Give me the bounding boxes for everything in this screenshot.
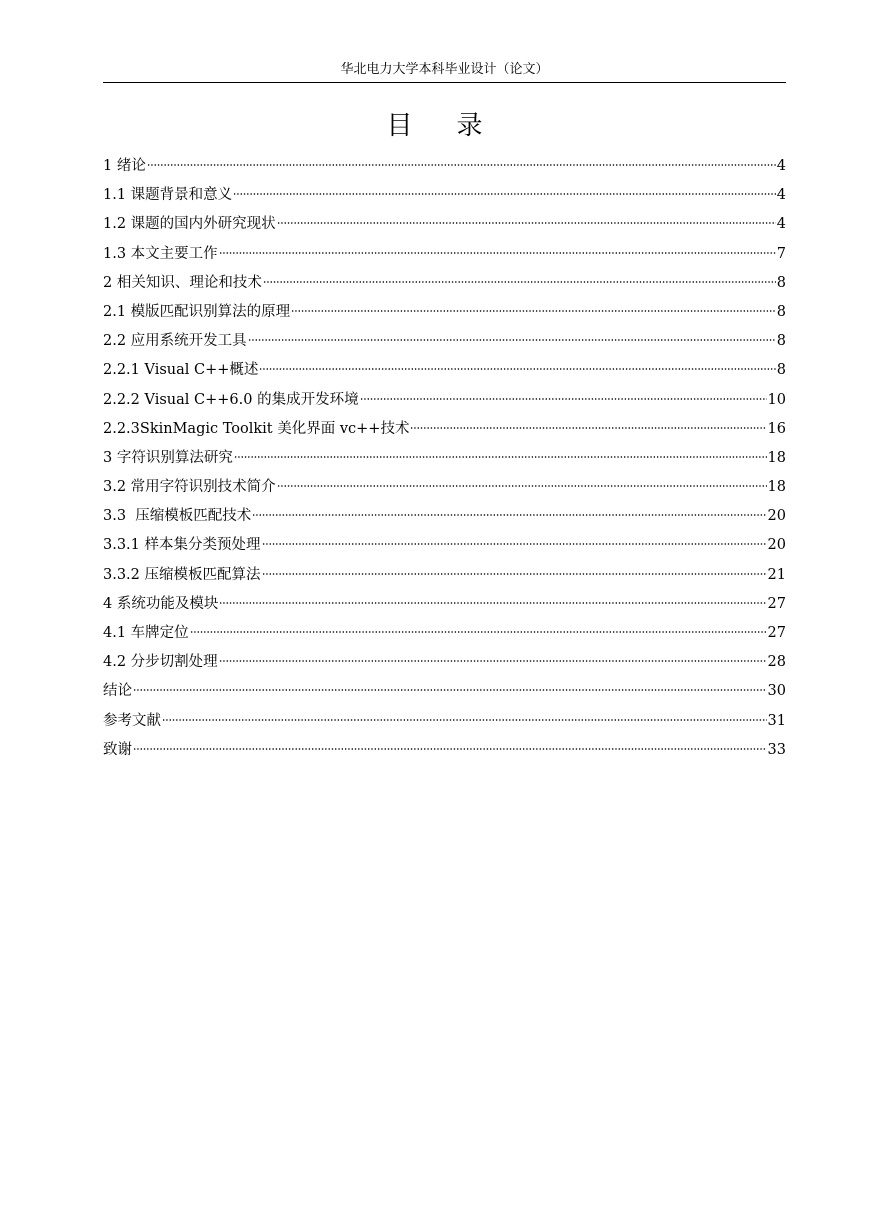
toc-entry[interactable] bbox=[103, 444, 786, 473]
toc-entry[interactable] bbox=[103, 240, 786, 269]
toc-entry[interactable] bbox=[103, 473, 786, 502]
leader-dots bbox=[133, 747, 767, 751]
leader-dots bbox=[277, 484, 767, 488]
leader-dots bbox=[262, 572, 767, 576]
leader-dots bbox=[233, 192, 776, 196]
toc-entry-label: 1.3 本文主要工作 bbox=[103, 245, 218, 262]
toc-entry-page: 20 bbox=[767, 537, 786, 554]
leader-dots bbox=[262, 542, 767, 546]
toc-entry-page: 16 bbox=[767, 420, 786, 437]
leader-dots bbox=[360, 397, 767, 401]
leader-dots bbox=[133, 688, 767, 692]
toc-entry[interactable] bbox=[103, 531, 786, 560]
page-header bbox=[103, 60, 786, 83]
toc-entry[interactable] bbox=[103, 561, 786, 590]
toc-entry-label: 1.1 课题背景和意义 bbox=[103, 187, 233, 204]
toc-entry-label: 3.3 压缩模板匹配技术 bbox=[103, 508, 252, 525]
toc-entry[interactable] bbox=[103, 356, 786, 385]
toc-title-char-1: 目 bbox=[386, 111, 413, 141]
toc-entry-label: 2.2.2 Visual C++6.0 的集成开发环境 bbox=[103, 391, 359, 408]
leader-dots bbox=[252, 513, 766, 517]
toc-entry[interactable] bbox=[103, 327, 786, 356]
toc-entry[interactable] bbox=[103, 648, 786, 677]
toc-entry-page: 27 bbox=[767, 625, 786, 641]
toc-entry[interactable] bbox=[103, 152, 786, 181]
toc-entry-label: 3.3.2 压缩模板匹配算法 bbox=[103, 566, 261, 583]
toc-entry-page: 20 bbox=[767, 508, 786, 525]
toc-entry-page: 8 bbox=[776, 303, 786, 320]
toc-entry-page: 8 bbox=[776, 362, 786, 379]
toc-entry-label: 3.3.1 样本集分类预处理 bbox=[103, 537, 261, 554]
leader-dots bbox=[234, 455, 767, 459]
toc-entry-page: 31 bbox=[767, 712, 786, 729]
toc-entry-page: 27 bbox=[767, 595, 786, 612]
toc-entry-page: 8 bbox=[776, 333, 786, 350]
toc-entry-page: 28 bbox=[767, 654, 786, 671]
toc-entry-page: 4 bbox=[776, 216, 786, 233]
leader-dots bbox=[291, 309, 776, 313]
toc-entry-label: 3.2 常用字符识别技术简介 bbox=[103, 479, 276, 496]
toc-entry[interactable] bbox=[103, 590, 786, 619]
toc-entry-label: 1.2 课题的国内外研究现状 bbox=[103, 216, 276, 233]
toc-entry[interactable] bbox=[103, 502, 786, 531]
toc-list bbox=[103, 152, 786, 765]
toc-entry-label: 致谢 bbox=[103, 741, 132, 758]
toc-entry-label: 结论 bbox=[103, 683, 132, 700]
leader-dots bbox=[219, 251, 776, 255]
toc-entry[interactable] bbox=[103, 619, 786, 648]
toc-entry-label: 2 相关知识、理论和技术 bbox=[103, 274, 262, 291]
toc-entry-label: 4.1 车牌定位 bbox=[103, 625, 189, 641]
toc-entry-page: 30 bbox=[767, 683, 786, 700]
leader-dots bbox=[219, 601, 766, 605]
toc-entry[interactable] bbox=[103, 736, 786, 765]
toc-entry-label: 3 字符识别算法研究 bbox=[103, 449, 233, 466]
toc-entry-label: 2.2.1 Visual C++概述 bbox=[103, 362, 259, 379]
leader-dots bbox=[263, 280, 776, 284]
toc-entry-page: 7 bbox=[776, 245, 786, 262]
toc-entry[interactable] bbox=[103, 269, 786, 298]
toc-title bbox=[0, 108, 869, 144]
toc-entry-label: 2.1 模版匹配识别算法的原理 bbox=[103, 303, 291, 320]
leader-dots bbox=[410, 426, 766, 430]
leader-dots bbox=[219, 659, 767, 663]
leader-dots bbox=[162, 718, 767, 722]
toc-entry-page: 8 bbox=[776, 274, 786, 291]
toc-entry-page: 4 bbox=[776, 158, 786, 174]
leader-dots bbox=[277, 221, 776, 225]
toc-entry-page: 18 bbox=[767, 449, 786, 466]
toc-entry[interactable] bbox=[103, 181, 786, 210]
toc-entry-page: 10 bbox=[767, 391, 786, 408]
toc-entry-label: 1 绪论 bbox=[103, 158, 146, 174]
toc-entry-label: 2.2.3SkinMagic Toolkit 美化界面 vc++技术 bbox=[103, 420, 410, 437]
header-text: 华北电力大学本科毕业设计（论文） bbox=[340, 62, 549, 77]
toc-entry[interactable] bbox=[103, 415, 786, 444]
toc-entry-label: 4.2 分步切割处理 bbox=[103, 654, 218, 671]
toc-entry-label: 4 系统功能及模块 bbox=[103, 595, 219, 612]
toc-title-char-2: 录 bbox=[456, 111, 483, 141]
toc-entry-page: 21 bbox=[767, 566, 786, 583]
leader-dots bbox=[190, 630, 767, 634]
leader-dots bbox=[248, 338, 776, 342]
toc-entry[interactable] bbox=[103, 210, 786, 239]
toc-entry-page: 4 bbox=[776, 187, 786, 204]
leader-dots bbox=[147, 163, 776, 167]
toc-entry[interactable] bbox=[103, 707, 786, 736]
toc-entry-page: 18 bbox=[767, 479, 786, 496]
toc-entry-label: 参考文献 bbox=[103, 712, 161, 729]
toc-entry[interactable] bbox=[103, 386, 786, 415]
toc-entry[interactable] bbox=[103, 298, 786, 327]
leader-dots bbox=[259, 367, 775, 371]
toc-entry[interactable] bbox=[103, 677, 786, 706]
toc-entry-page: 33 bbox=[767, 741, 786, 758]
toc-entry-label: 2.2 应用系统开发工具 bbox=[103, 333, 247, 350]
